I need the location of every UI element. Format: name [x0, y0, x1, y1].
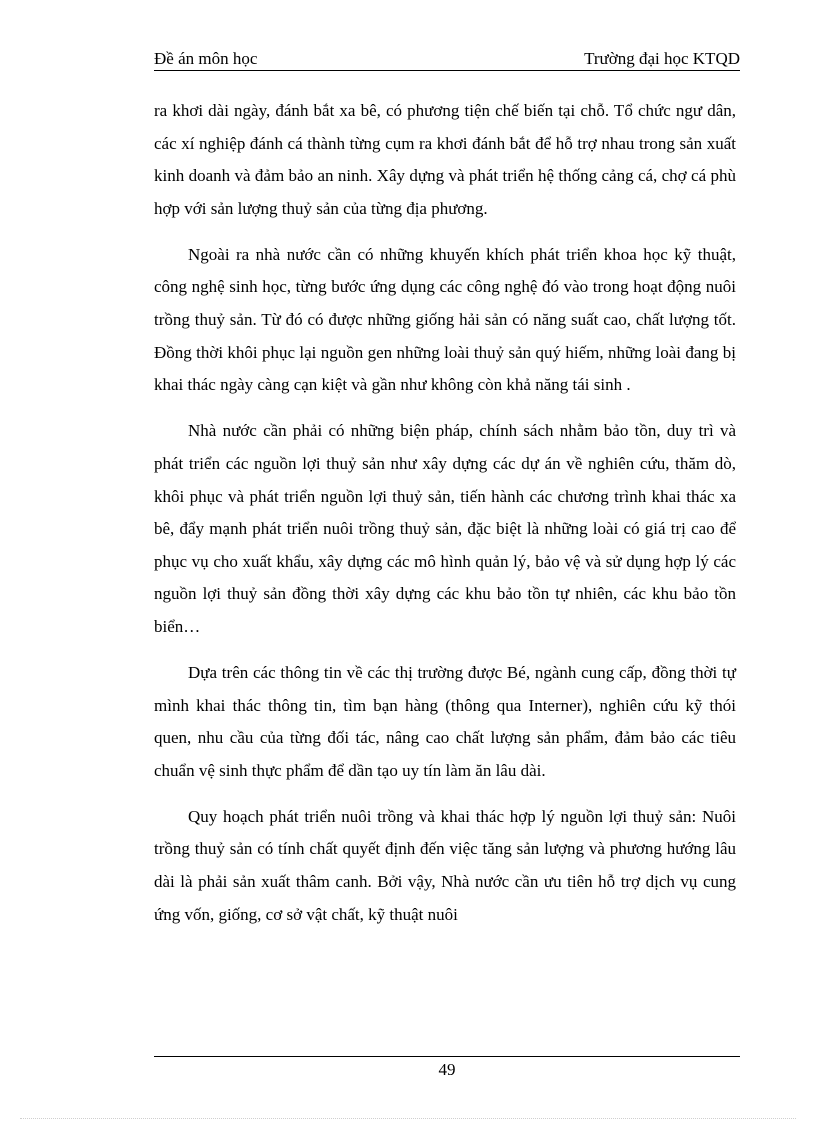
paragraph-market-information: Dựa trên các thông tin về các thị trường được Bé, ngành cung cấp, đồng thời tự mình khai thác thông tin, tìm bạn hàng (thông qua Interner), nghiên cứu kỹ thói quen, nhu cầu của từng đối tác, nâng cao chất lượng sản phẩm, đảm bảo các tiêu chuẩn vệ sinh thực phẩm để dần tạo uy tín làm ăn lâu dài.: [154, 663, 736, 780]
page-bottom-border: [20, 1118, 796, 1119]
paragraph-science-technology: Ngoài ra nhà nước cần có những khuyến khích phát triển khoa học kỹ thuật, công nghệ sinh học, từng bước ứng dụng các công nghệ đó vào trong hoạt động nuôi trồng thuỷ sản. Từ đó có được những giống hải sản có năng suất cao, chất lượng tốt. Đồng thời khôi phục lại nguồn gen những loài thuỷ sản quý hiếm, những loài đang bị khai thác ngày càng cạn kiệt và gần như không còn khả năng tái sinh .: [154, 244, 736, 395]
footer-divider: [154, 1056, 740, 1057]
document-body: [154, 95, 736, 945]
page-header: [154, 48, 740, 70]
paragraph-continuation: ra khơi dài ngày, đánh bắt xa bê, có phương tiện chế biến tại chỗ. Tổ chức ngư dân, các xí nghiệp đánh cá thành từng cụm ra khơi đánh bắt để hỗ trợ nhau trong sản xuất kinh doanh và đảm bảo an ninh. Xây dựng và phát triển hệ thống cảng cá, chợ cá phù hợp với sản lượng thuỷ sản của từng địa phương.: [154, 101, 736, 218]
header-divider: [154, 70, 740, 71]
header-course-title: Đề án môn học: [154, 49, 258, 68]
paragraph-conservation-policy: Nhà nước cần phải có những biện pháp, chính sách nhằm bảo tồn, duy trì và phát triển các nguồn lợi thuỷ sản như xây dựng các dự án về nghiên cứu, thăm dò, khôi phục và phát triển nguồn lợi thuỷ sản, tiến hành các chương trình khai thác xa bê, đẩy mạnh phát triển nuôi trồng thuỷ sản, đặc biệt là những loài có giá trị cao để phục vụ cho xuất khẩu, xây dựng các mô hình quản lý, bảo vệ và sử dụng hợp lý các nguồn lợi thuỷ sản đồng thời xây dựng các khu bảo tồn tự nhiên, các khu bảo tồn biển…: [154, 421, 736, 636]
page-number: 49: [438, 1060, 456, 1079]
header-university-name: Trường đại học KTQD: [584, 49, 740, 68]
paragraph-aquaculture-planning: Quy hoạch phát triển nuôi trồng và khai thác hợp lý nguồn lợi thuỷ sản: Nuôi trồng thuỷ sản có tính chất quyết định đến việc tăng sản lượng và phương hướng lâu dài là phải sản xuất thâm canh. Bởi vậy, Nhà nước cần ưu tiên hỗ trợ dịch vụ cung ứng vốn, giống, cơ sở vật chất, kỹ thuật nuôi: [154, 806, 736, 924]
